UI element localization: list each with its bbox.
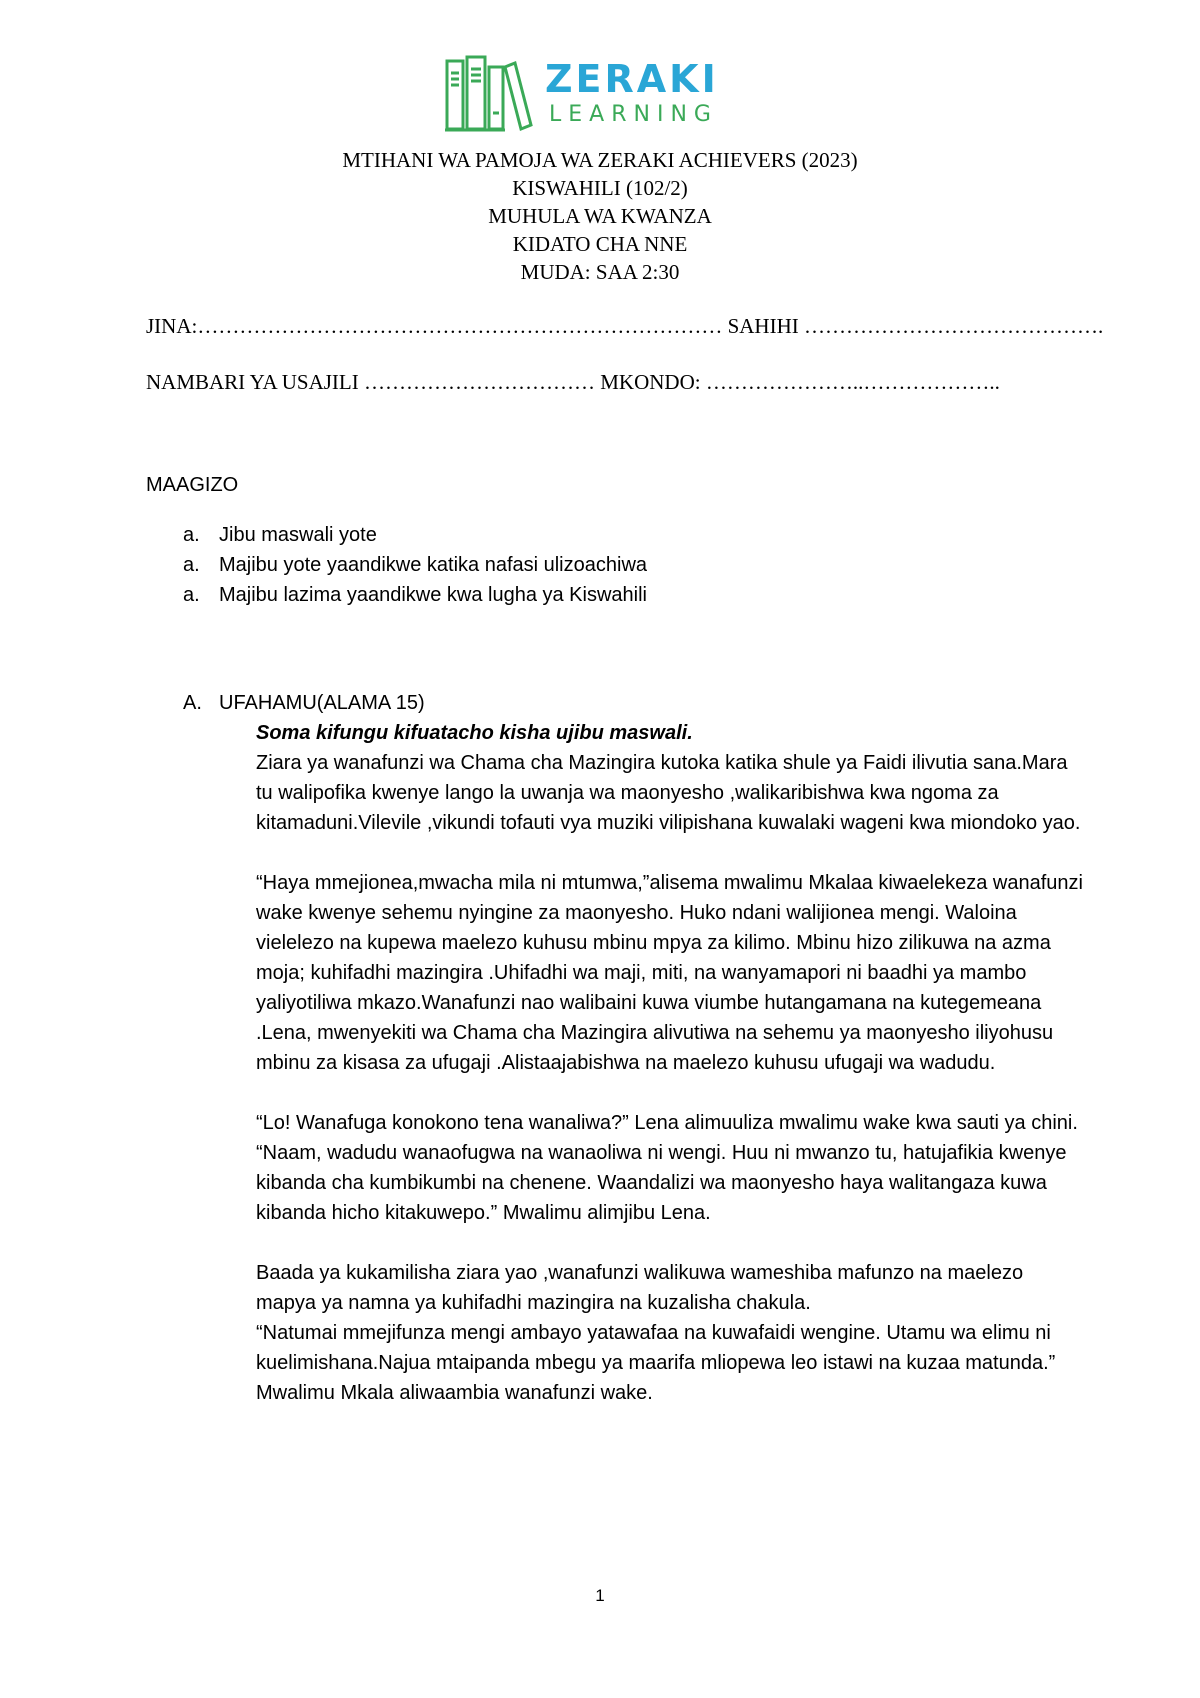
list-marker: a.: [183, 554, 200, 576]
list-item-text: Majibu lazima yaandikwe kwa lugha ya Kiswahili: [219, 584, 647, 606]
instructions-title: MAAGIZO: [146, 474, 239, 496]
page-number: 1: [595, 1586, 605, 1605]
passage-paragraph: “Haya mmejionea,mwacha mila ni mtumwa,”alisema mwalimu Mkalaa kiwaelekeza wanafunzi wake kwenye sehemu nyingine za maonyesho. Huko ndani walijionea mengi. Waloina vielelezo na kupewa maelezo kuhusu mbinu mpya za kilimo. Mbinu hizo zilikuwa na azma moja; kuhifadhi mazingira .Uhifadhi wa maji, miti, na wanyamapori ni baadhi ya mambo yaliyotiliwa mkazo.Wanafunzi nao walibaini kuwa viumbe hutangamana na kutegemeana .Lena, mwenyekiti wa Chama cha Mazingira alivutiwa na sehemu ya maonyesho iliyohusu mbinu za kisasa za ufugaji .Alistaajabishwa na maelezo kuhusu ufugaji wa wadudu.: [256, 872, 1083, 1074]
passage-instruction: Soma kifungu kifuatacho kisha ujibu maswali.: [256, 722, 693, 744]
name-signature-field: JINA:………………………………………………………………… SAHIHI …………………………………….: [146, 314, 1104, 338]
list-item: [183, 520, 647, 550]
exam-title: MTIHANI WA PAMOJA WA ZERAKI ACHIEVERS (2023): [342, 148, 858, 172]
exam-time: MUDA: SAA 2:30: [520, 260, 680, 284]
list-marker: a.: [183, 524, 200, 546]
exam-header: [0, 146, 1200, 286]
passage-paragraph: “Naam, wadudu wanaofugwa na wanaoliwa ni wengi. Huu ni mwanzo tu, hatujafikia kwenye kibanda cha kumbikumbi na chenene. Waandalizi wa maonyesho haya walitangaza kuwa kibanda hicho kitakuwepo.” Mwalimu alimjibu Lena.: [256, 1142, 1067, 1224]
list-item-text: Majibu yote yaandikwe katika nafasi ulizoachiwa: [219, 554, 648, 576]
exam-form: KIDATO CHA NNE: [512, 232, 688, 256]
section-marker: A.: [183, 692, 202, 714]
logo-tagline: LEARNING: [549, 102, 718, 127]
instructions-list: [183, 520, 647, 610]
exam-term: MUHULA WA KWANZA: [488, 204, 712, 228]
logo-name: ZERAKI: [545, 57, 719, 101]
section-heading: [183, 688, 425, 718]
zeraki-logo: [443, 52, 743, 134]
passage-paragraph: “Natumai mmejifunza mengi ambayo yatawafaa na kuwafaidi wengine. Utamu wa elimu ni kuelimishana.Najua mtaipanda mbegu ya maarifa mliopewa leo istawi na kuzaa matunda.” Mwalimu Mkala aliwaambia wanafunzi wake.: [256, 1322, 1056, 1404]
books-icon: [443, 53, 533, 133]
registration-stream-field: NAMBARI YA USAJILI …………………………… MKONDO: …………………..………………..: [146, 370, 1000, 394]
passage-paragraph: Baada ya kukamilisha ziara yao ,wanafunzi walikuwa wameshiba mafunzo na maelezo mapya ya namna ya kuhifadhi mazingira na kuzalisha chakula.: [256, 1262, 1024, 1314]
list-item: [183, 550, 647, 580]
exam-subject: KISWAHILI (102/2): [512, 176, 688, 200]
passage-paragraph: Ziara ya wanafunzi wa Chama cha Mazingira kutoka katika shule ya Faidi ilivutia sana.Mara tu walipofika kwenye lango la uwanja wa maonyesho ,walikaribishwa kwa ngoma za kitamaduni.Vilevile ,vikundi tofauti vya muziki vilipishana kuwalaki wageni kwa miondoko yao.: [256, 752, 1081, 834]
list-item-text: Jibu maswali yote: [219, 524, 377, 546]
list-item: [183, 580, 647, 610]
list-marker: a.: [183, 584, 200, 606]
section-title: UFAHAMU(ALAMA 15): [219, 692, 425, 714]
comprehension-passage: [256, 718, 1086, 1438]
passage-paragraph: “Lo! Wanafuga konokono tena wanaliwa?” Lena alimuuliza mwalimu wake kwa sauti ya chini.: [256, 1112, 1078, 1134]
